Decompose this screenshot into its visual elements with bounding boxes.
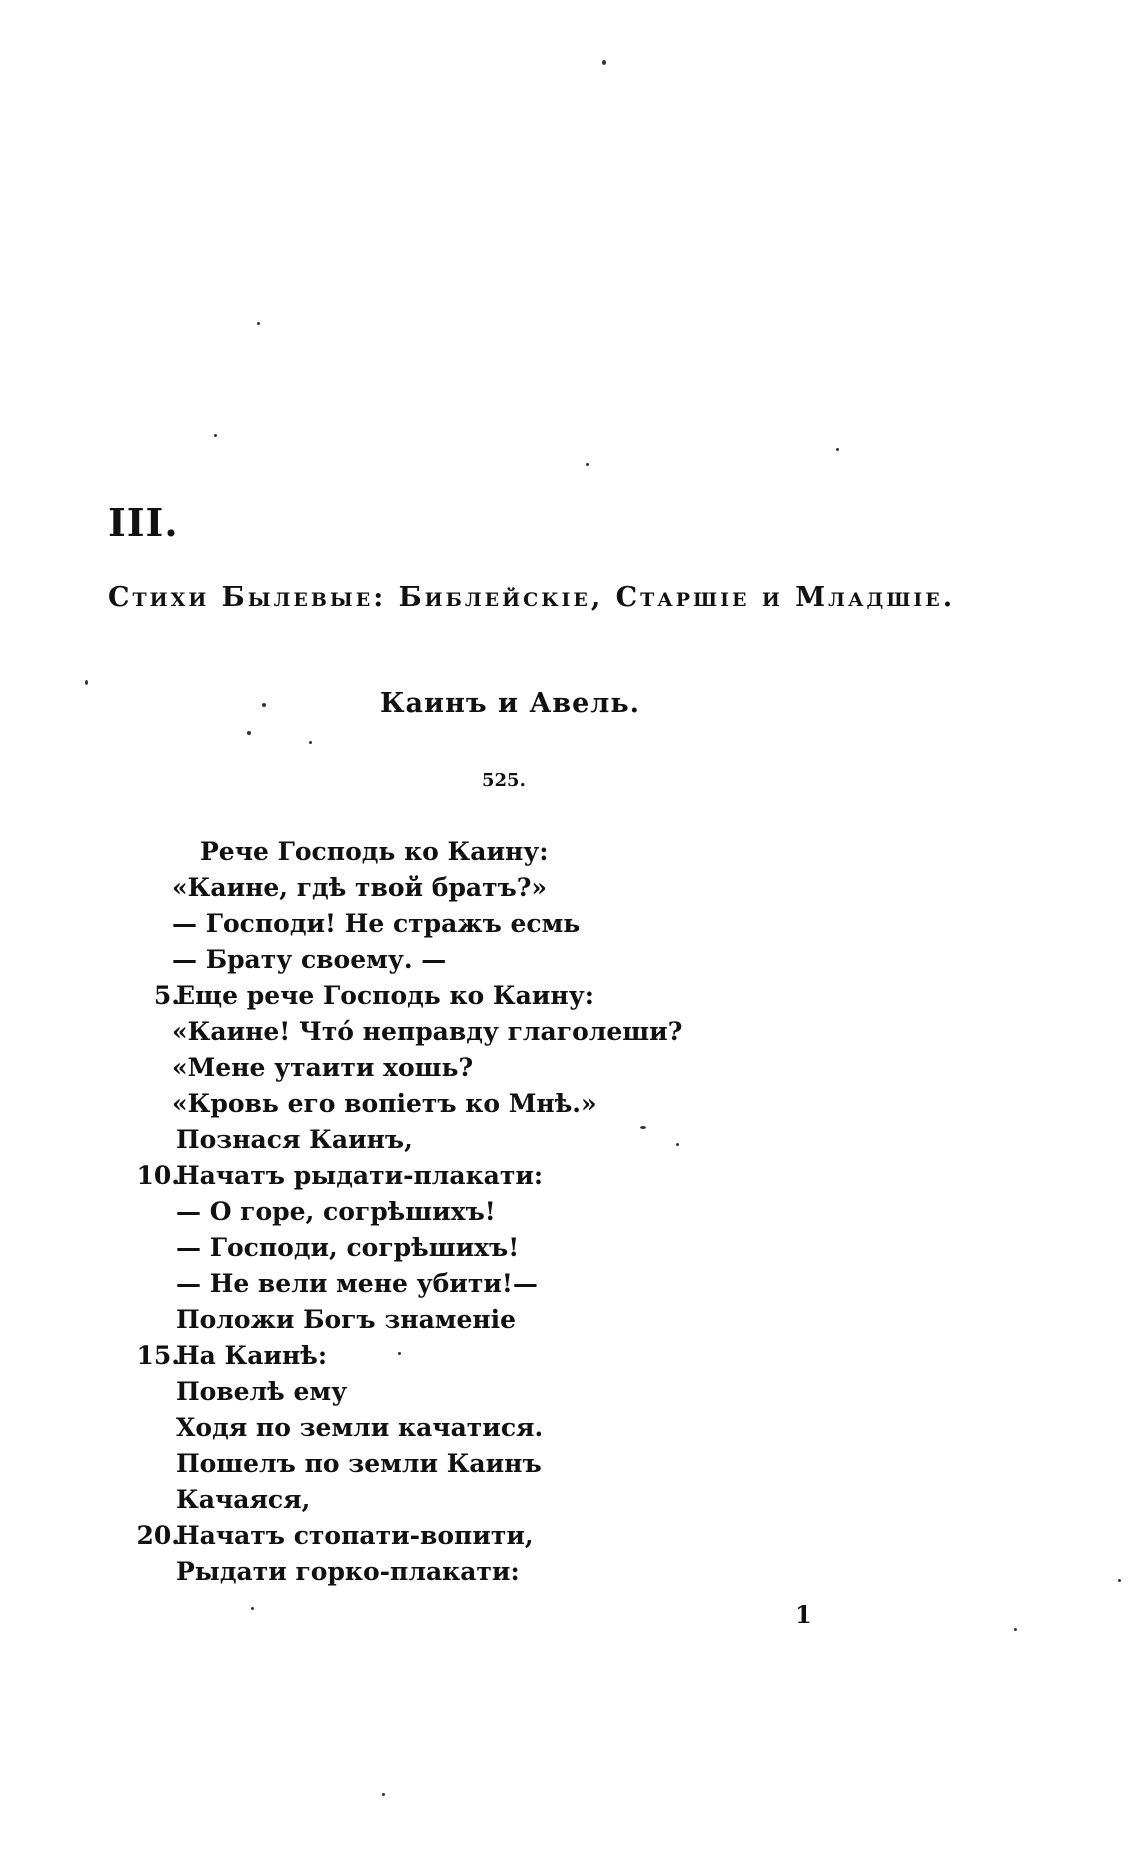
scan-speck xyxy=(398,1352,401,1355)
line-text: Качаяся, xyxy=(176,1485,311,1514)
line-text: Познася Каинъ, xyxy=(176,1125,413,1154)
line-text: На Каинѣ: xyxy=(176,1341,328,1370)
scan-speck xyxy=(586,463,589,466)
verse-line xyxy=(100,1554,780,1590)
scan-speck xyxy=(1014,1628,1017,1631)
line-text: — Господи! Не стражъ есмь xyxy=(172,909,581,938)
verse-line xyxy=(100,1482,780,1518)
scan-speck xyxy=(262,703,266,707)
scan-speck xyxy=(836,448,839,451)
line-text: Рече Господь ко Каину: xyxy=(200,837,549,866)
line-text: Рыдати горко-плакати: xyxy=(176,1557,520,1586)
line-text: Пошелъ по земли Каинъ xyxy=(176,1449,542,1478)
verse-line xyxy=(100,870,780,906)
scan-speck xyxy=(309,741,312,744)
verse-line xyxy=(100,1338,780,1374)
scan-speck xyxy=(85,680,88,685)
scan-speck xyxy=(640,1126,646,1129)
line-text: «Мене утаити хошь? xyxy=(172,1053,474,1082)
chapter-number: III. xyxy=(108,500,179,545)
verse-line xyxy=(100,1374,780,1410)
line-number: 10. xyxy=(136,1161,180,1190)
scan-speck xyxy=(602,60,606,65)
verse-line xyxy=(100,942,780,978)
line-text: — О горе, согрѣшихъ! xyxy=(176,1197,496,1226)
verse-line xyxy=(100,906,780,942)
verse-line xyxy=(100,1158,780,1194)
scan-speck xyxy=(257,322,260,325)
scan-speck xyxy=(676,1143,679,1146)
line-number: 5. xyxy=(153,981,180,1010)
page-number: 1 xyxy=(795,1600,812,1629)
line-text: Еще рече Господь ко Каину: xyxy=(176,981,594,1010)
scan-speck xyxy=(1118,1579,1121,1582)
verse-line xyxy=(100,1266,780,1302)
line-text: «Каине, гдѣ твой братъ?» xyxy=(172,873,548,902)
scan-speck xyxy=(247,731,251,735)
verse-line xyxy=(100,1230,780,1266)
verse-line xyxy=(100,1518,780,1554)
line-text: «Кровь его вопіетъ ко Мнѣ.» xyxy=(172,1089,597,1118)
verse-line xyxy=(100,1014,780,1050)
verse-line xyxy=(100,1194,780,1230)
verse-line xyxy=(100,1302,780,1338)
scan-speck xyxy=(251,1607,254,1610)
verse-line xyxy=(100,1050,780,1086)
line-text: «Каине! Что́ неправду глаголеши? xyxy=(172,1017,683,1046)
poem-number: 525. xyxy=(482,770,526,791)
line-text: — Не вели мене убити!— xyxy=(176,1269,538,1298)
line-text: Начатъ стопати-вопити, xyxy=(176,1521,534,1550)
poem-title: Каинъ и Авель. xyxy=(380,688,641,719)
line-number: 20. xyxy=(136,1521,180,1550)
section-title: Стихи Былевые: Библейскіе, Старшіе и Младшіе. xyxy=(108,582,956,613)
line-text: — Брату своему. — xyxy=(172,945,447,974)
verse-line xyxy=(100,978,780,1014)
scan-speck xyxy=(382,1793,385,1796)
verse-line xyxy=(100,1410,780,1446)
line-text: Положи Богъ знаменіе xyxy=(176,1305,517,1334)
scan-speck xyxy=(214,434,217,437)
line-number: 15. xyxy=(136,1341,180,1370)
line-text: — Господи, согрѣшихъ! xyxy=(176,1233,520,1262)
verse-line xyxy=(100,1446,780,1482)
line-text: Начатъ рыдати-плакати: xyxy=(176,1161,544,1190)
verse-line xyxy=(100,1122,780,1158)
line-text: Ходя по земли качатися. xyxy=(176,1413,544,1442)
verse-line xyxy=(100,834,780,870)
line-text: Повелѣ ему xyxy=(176,1377,348,1406)
verse-line xyxy=(100,1086,780,1122)
verse-block xyxy=(100,834,780,1590)
